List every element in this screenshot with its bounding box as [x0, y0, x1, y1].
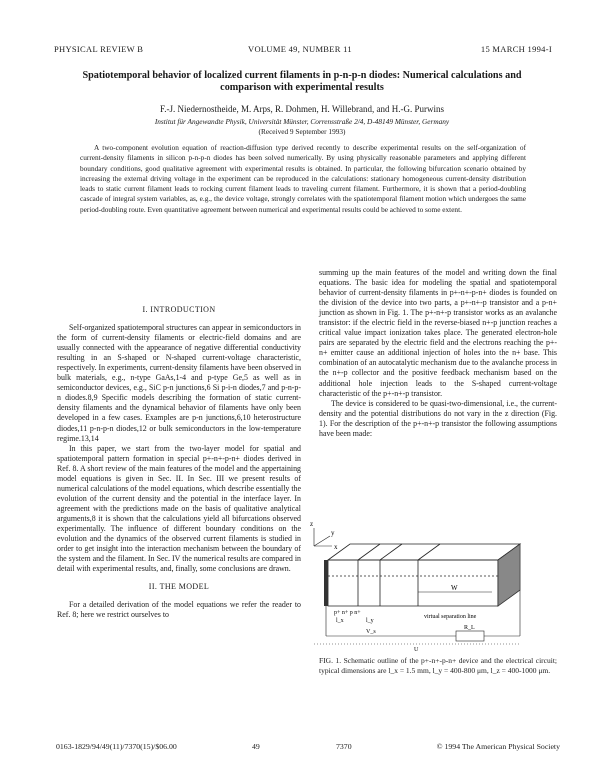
- affiliation: Institut für Angewandte Physik, Universität Münster, Corrensstraße 2/4, D-48149 Münster, Germany: [154, 117, 450, 126]
- voltage-label: V_s: [366, 629, 376, 635]
- author-list: F.-J. Niedernostheide, M. Arps, R. Dohmen, H. Willebrand, and H.-G. Purwins: [160, 104, 444, 114]
- width-label: W: [451, 584, 458, 592]
- length-label-y: l_y: [366, 618, 374, 624]
- resistor-label: R_L: [464, 625, 475, 631]
- layer-labels: p+ n+ p n+: [334, 610, 361, 616]
- volume-page: 49: [252, 742, 260, 751]
- body-paragraph: summing up the main features of the model and writing down the final equations. The basic idea for modeling the spatial and spatiotemporal behavior of current-density filaments in p+-n+-p-n+ diodes is founded on the division of the device into two parts, a p+-n+-p transistor and a p-n+ junction as shown in Fig. 1. The p+-n+-p transistor works as an avalanche transistor: if the electric field in the reverse-biased n+-p junction reaches a critical value impact ionization takes place. The generated electron-hole pairs are separated by the electric field and the electrons reaching the p+-n+ emitter cause an additional injection of holes into the n+ base. This combination of an autocatalytic mechanism due to the avalanche process in the n+-p collector and the positive feedback mechanism based on the additional hole injection leads to the S-shaped current-voltage characteristic of the p+-n+-p transistor.: [319, 268, 557, 398]
- axis-label-x: x: [334, 543, 338, 551]
- journal-name: PHYSICAL REVIEW B: [54, 44, 144, 54]
- figure-caption: FIG. 1. Schematic outline of the p+-n+-p-n+ device and the electrical circuit; typical dimensions are l_x = 1.5 mm, l_y = 400-800 μm, l_z = 400-1000 μm.: [319, 656, 557, 675]
- device-schematic-figure: [306, 514, 568, 652]
- virtual-line-label: virtual separation line: [424, 614, 477, 620]
- paper-title: Spatiotemporal behavior of localized current filaments in p-n-p-n diodes: Numerical calculations and comparison with experimental results: [82, 70, 522, 93]
- axis-label-y: y: [331, 529, 335, 537]
- page-number: 7370: [336, 742, 352, 751]
- axes: [314, 528, 332, 546]
- section-heading-model: II. THE MODEL: [148, 582, 210, 592]
- intro-paragraph: In this paper, we start from the two-layer model for spatial and spatiotemporal pattern formation in special p+-n+-p-n+ diodes derived in Ref. 8. A short review of the main features of the model and the appertaining model equations is given in Sec. II. In Sec. III we present results of numerical calculations of the model equations, which describe essentially the evolution of the current density and the potential in the interface layer. In agreement with the predictions made on the basis of qualitative analytical arguments,8 it is shown that the calculations yield all bifurcations observed experimentally. The influence of different boundary conditions on the evolution and the dynamics of the observed current filaments is studied in order to get insight into the interaction mechanism between the boundary of the system and the filament. In Sec. IV the numerical results are compared in detail with experimental results, and, finally, some conclusions are drawn.: [57, 443, 301, 574]
- section-heading-introduction: I. INTRODUCTION: [142, 305, 216, 314]
- contact-left: [324, 560, 328, 606]
- device-block: [328, 544, 520, 606]
- source-label: U: [414, 647, 419, 652]
- copyright: © 1994 The American Physical Society: [436, 742, 560, 751]
- length-label-x: l_x: [336, 618, 344, 624]
- axis-label-z: z: [310, 520, 314, 528]
- contact-hatch: [498, 544, 520, 606]
- received-date: (Received 9 September 1993): [258, 127, 346, 136]
- body-paragraph: The device is considered to be quasi-two-dimensional, i.e., the current-density and the potential distributions do not vary in the z direction (Fig. 1). For the description of the p+-n+-p transistor the following assumptions have been made:: [319, 398, 557, 438]
- abstract: A two-component evolution equation of reaction-diffusion type derived recently to describe experimental results on the self-organization of current-density filaments in silicon p-n-p-n diodes has been solved numerically. By using physically reasonable parameters and applying different boundary conditions, good qualitative agreement with experimental results is obtained. In particular, the following bifurcation scenario obtained by increasing the external driving voltage in the experiment can be reproduced in the calculations: stationary homogeneous current-density distribution leads to static current filament leads to rocking current filament leads to traveling current filament. Furthermore, it is shown that a period-doubling cascade of integral system variables, as, e.g., the device voltage, strongly correlates with the spatiotemporal filament motion which undergoes the same period-doubling route. Even quantitative agreement between numerical and experimental results could be achieved to some extent.: [80, 143, 526, 214]
- left-column: [57, 305, 301, 620]
- model-paragraph: For a detailed derivation of the model equations we refer the reader to Ref. 8; here we restrict ourselves to: [57, 600, 301, 620]
- intro-paragraph: Self-organized spatiotemporal structures can appear in semiconductors in the form of current-density filaments or electric-field domains and are usually connected with the appearance of negative differential conductivity resulting in an S-shaped or N-shaped current-voltage characteristic, respectively. In experiments, current-density filaments have been observed in bulk materials, e.g., n-type GaAs,1-4 and p-type Ge,5 as well as in semiconductor devices, e.g., SiC p-n junctions,6 Si p-i-n diodes,7 and p-n-p-n diodes.8,9 Specific models describing the formation of static current-density filaments and the dynamical behavior of filaments have only been developed in a few cases. Examples are p-n junctions,6,10 heterostructure diodes,11 p-n-p-n diodes,12 or bulk semiconductors in the low-temperature regime.13,14: [57, 323, 302, 443]
- right-column: [319, 268, 557, 439]
- volume-number: VOLUME 49, NUMBER 11: [248, 44, 352, 54]
- circuit: [314, 590, 520, 644]
- article-code: 0163-1829/94/49(11)/7370(15)/$06.00: [56, 742, 177, 751]
- issue-date: 15 MARCH 1994-I: [480, 44, 552, 54]
